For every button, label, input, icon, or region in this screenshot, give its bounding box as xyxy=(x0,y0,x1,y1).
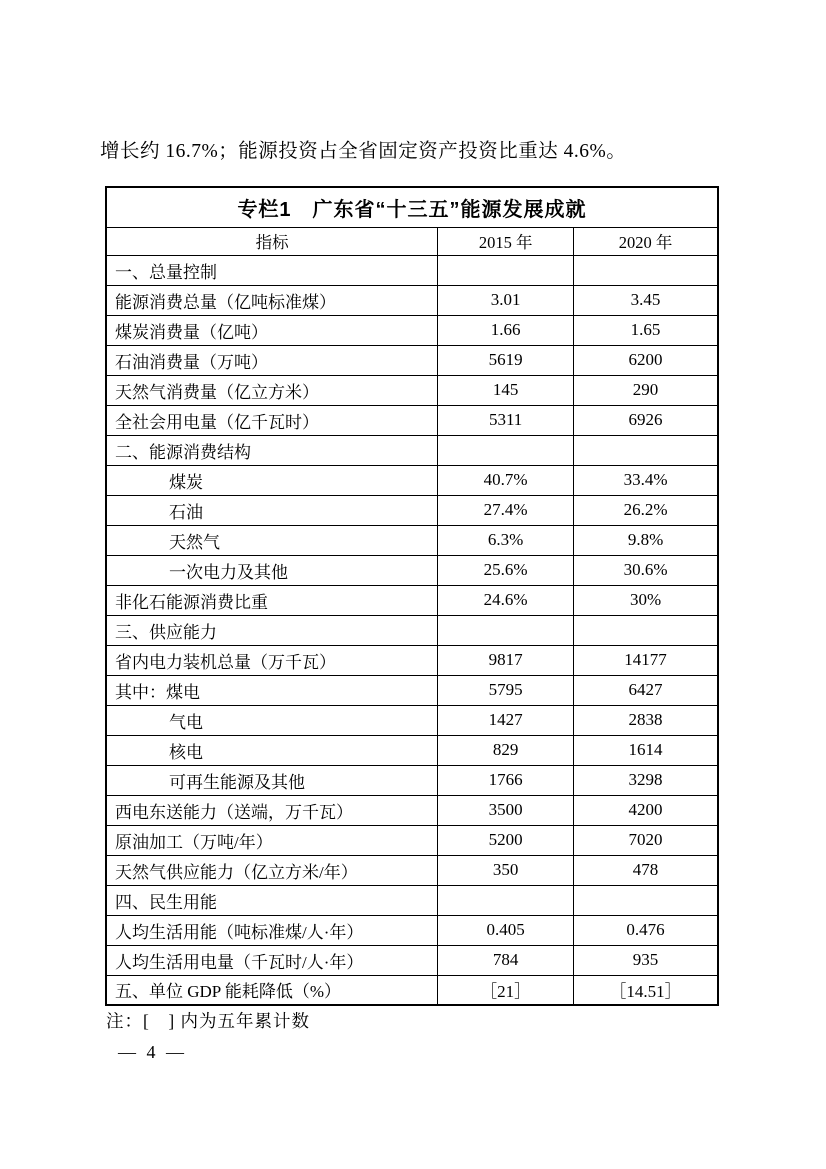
value-2015: 1766 xyxy=(438,765,574,795)
value-2015: 145 xyxy=(438,375,574,405)
table-section-row xyxy=(106,885,718,915)
table-row xyxy=(106,495,718,525)
table-row xyxy=(106,765,718,795)
value-2015: 1427 xyxy=(438,705,574,735)
value-2020: 4200 xyxy=(574,795,718,825)
row-label: 西电东送能力（送端，万千瓦） xyxy=(106,795,438,825)
value-2015: 350 xyxy=(438,855,574,885)
section-label: 二、能源消费结构 xyxy=(106,435,438,465)
value-2015 xyxy=(438,615,574,645)
row-label: 其中：煤电 xyxy=(106,675,438,705)
row-label: 一次电力及其他 xyxy=(106,555,438,585)
row-label: 石油消费量（万吨） xyxy=(106,345,438,375)
value-2015: 0.405 xyxy=(438,915,574,945)
value-2020 xyxy=(574,615,718,645)
value-2015: 5795 xyxy=(438,675,574,705)
table-row xyxy=(106,315,718,345)
table-row xyxy=(106,825,718,855)
table-footnote: 注：[ ] 内为五年累计数 xyxy=(106,1011,311,1031)
table-row xyxy=(106,915,718,945)
value-2015: 5619 xyxy=(438,345,574,375)
row-label: 天然气供应能力（亿立方米/年） xyxy=(106,855,438,885)
column-header-indicator: 指标 xyxy=(106,227,438,255)
row-label: 核电 xyxy=(106,735,438,765)
value-2015: 40.7% xyxy=(438,465,574,495)
value-2015: 3.01 xyxy=(438,285,574,315)
value-2020: ［14.51］ xyxy=(574,975,718,1005)
row-label: 煤炭 xyxy=(106,465,438,495)
intro-paragraph: 增长约 16.7%；能源投资占全省固定资产投资比重达 4.6%。 xyxy=(100,141,627,162)
value-2020: 290 xyxy=(574,375,718,405)
table-row xyxy=(106,555,718,585)
value-2015: 5311 xyxy=(438,405,574,435)
section-label: 三、供应能力 xyxy=(106,615,438,645)
value-2020: 6926 xyxy=(574,405,718,435)
value-2015: 5200 xyxy=(438,825,574,855)
value-2020: 26.2% xyxy=(574,495,718,525)
value-2020 xyxy=(574,435,718,465)
value-2020: 935 xyxy=(574,945,718,975)
value-2015: 24.6% xyxy=(438,585,574,615)
value-2015: 25.6% xyxy=(438,555,574,585)
value-2020: 1.65 xyxy=(574,315,718,345)
row-label: 省内电力装机总量（万千瓦） xyxy=(106,645,438,675)
value-2015: 27.4% xyxy=(438,495,574,525)
table-header-row xyxy=(106,227,718,255)
value-2020: 30% xyxy=(574,585,718,615)
section-label: 四、民生用能 xyxy=(106,885,438,915)
value-2020: 14177 xyxy=(574,645,718,675)
table-row xyxy=(106,735,718,765)
row-label: 煤炭消费量（亿吨） xyxy=(106,315,438,345)
value-2020: 3.45 xyxy=(574,285,718,315)
table-section-row xyxy=(106,255,718,285)
row-label: 能源消费总量（亿吨标准煤） xyxy=(106,285,438,315)
table-body xyxy=(106,255,718,1005)
column-header-2020: 2020 年 xyxy=(574,227,718,255)
value-2015: 9817 xyxy=(438,645,574,675)
table-title: 专栏1 广东省“十三五”能源发展成就 xyxy=(106,187,718,227)
row-label: 天然气 xyxy=(106,525,438,555)
value-2015: 829 xyxy=(438,735,574,765)
value-2020: 7020 xyxy=(574,825,718,855)
row-label: 五、单位 GDP 能耗降低（%） xyxy=(106,975,438,1005)
row-label: 石油 xyxy=(106,495,438,525)
row-label: 原油加工（万吨/年） xyxy=(106,825,438,855)
row-label: 可再生能源及其他 xyxy=(106,765,438,795)
value-2015: 784 xyxy=(438,945,574,975)
row-label: 全社会用电量（亿千瓦时） xyxy=(106,405,438,435)
value-2020: 3298 xyxy=(574,765,718,795)
table-row xyxy=(106,645,718,675)
table-row xyxy=(106,795,718,825)
table-section-row xyxy=(106,615,718,645)
table-row xyxy=(106,525,718,555)
value-2020: 2838 xyxy=(574,705,718,735)
value-2015: ［21］ xyxy=(438,975,574,1005)
table-row xyxy=(106,345,718,375)
table-row xyxy=(106,465,718,495)
value-2020: 33.4% xyxy=(574,465,718,495)
table-title-row xyxy=(106,187,718,227)
page-number: — 4 — xyxy=(118,1042,187,1062)
table-row xyxy=(106,285,718,315)
energy-achievements-table xyxy=(105,186,719,1006)
value-2015 xyxy=(438,885,574,915)
row-label: 天然气消费量（亿立方米） xyxy=(106,375,438,405)
table-row xyxy=(106,675,718,705)
column-header-2015: 2015 年 xyxy=(438,227,574,255)
value-2015: 6.3% xyxy=(438,525,574,555)
table-row xyxy=(106,585,718,615)
value-2015: 1.66 xyxy=(438,315,574,345)
value-2015 xyxy=(438,255,574,285)
row-label: 人均生活用电量（千瓦时/人·年） xyxy=(106,945,438,975)
value-2015: 3500 xyxy=(438,795,574,825)
value-2020: 1614 xyxy=(574,735,718,765)
table-row xyxy=(106,705,718,735)
row-label: 非化石能源消费比重 xyxy=(106,585,438,615)
value-2020: 6200 xyxy=(574,345,718,375)
table-row xyxy=(106,945,718,975)
value-2020 xyxy=(574,255,718,285)
table-row xyxy=(106,975,718,1005)
table-row xyxy=(106,375,718,405)
value-2020: 30.6% xyxy=(574,555,718,585)
value-2020: 9.8% xyxy=(574,525,718,555)
value-2020 xyxy=(574,885,718,915)
table-section-row xyxy=(106,435,718,465)
table-row xyxy=(106,405,718,435)
value-2020: 0.476 xyxy=(574,915,718,945)
row-label: 气电 xyxy=(106,705,438,735)
table-row xyxy=(106,855,718,885)
section-label: 一、总量控制 xyxy=(106,255,438,285)
row-label: 人均生活用能（吨标准煤/人·年） xyxy=(106,915,438,945)
value-2020: 6427 xyxy=(574,675,718,705)
value-2020: 478 xyxy=(574,855,718,885)
value-2015 xyxy=(438,435,574,465)
